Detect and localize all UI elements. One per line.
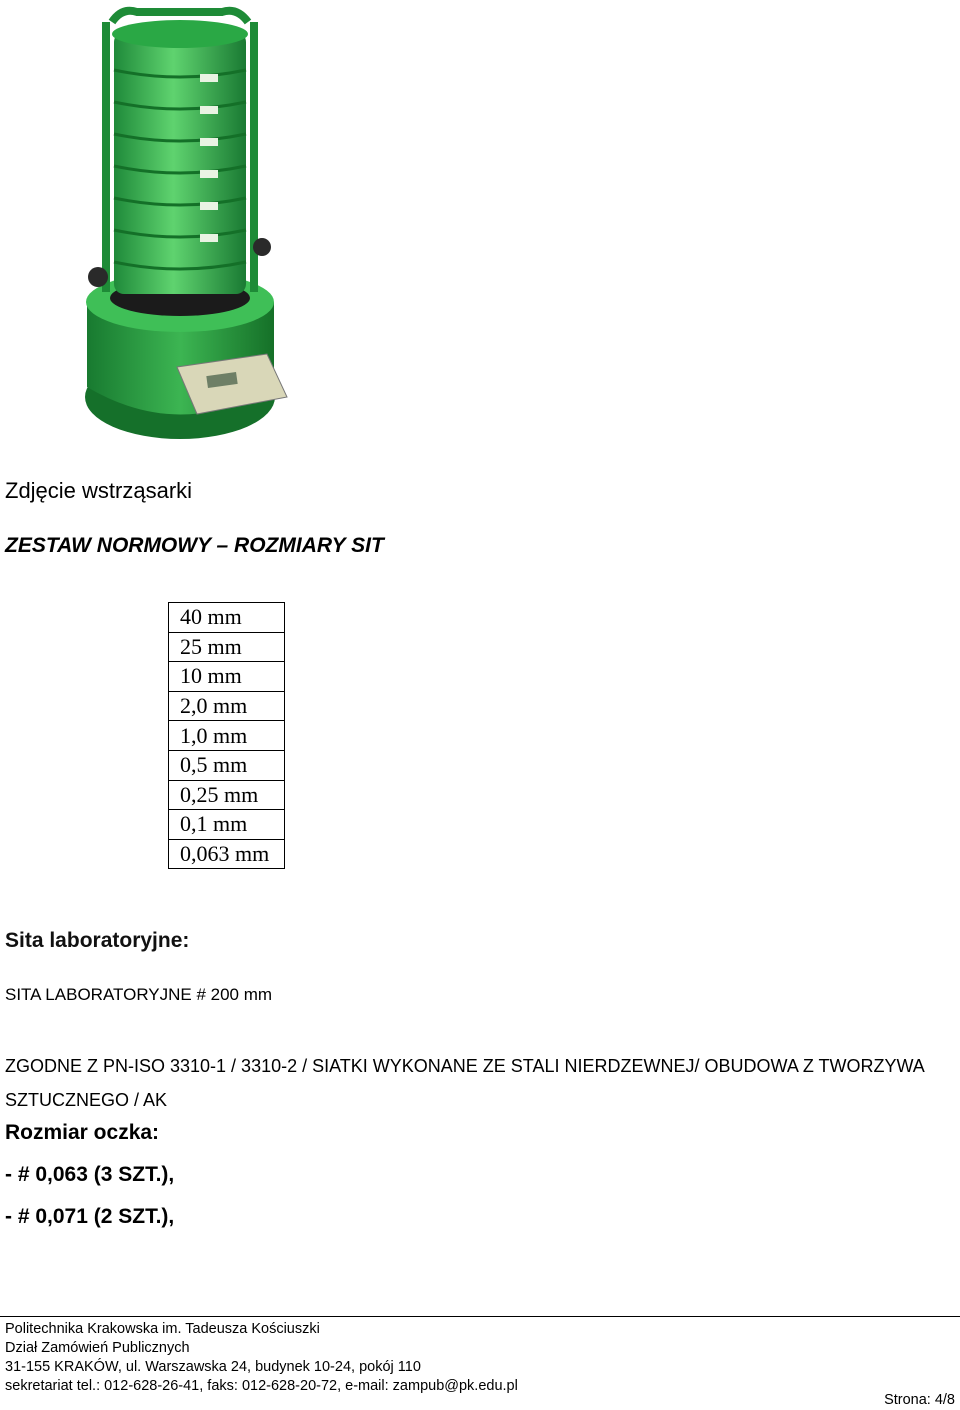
footer-line-address: 31-155 KRAKÓW, ul. Warszawska 24, budynek 10-24, pokój 110 [5,1359,421,1375]
table-cell: 2,0 mm [169,691,285,721]
table-cell: 0,1 mm [169,810,285,840]
table-row [169,750,285,780]
table-cell: 0,5 mm [169,750,285,780]
footer-line-university: Politechnika Krakowska im. Tadeusza Kościuszki [5,1321,320,1337]
table-row [169,691,285,721]
sieve-shaker-photo [62,2,302,447]
list-item: - # 0,063 (3 SZT.), [5,1163,175,1186]
table-row [169,721,285,751]
table-cell: 10 mm [169,662,285,692]
table-cell: 1,0 mm [169,721,285,751]
footer-line-contact: sekretariat tel.: 012-628-26-41, faks: 012-628-20-72, e-mail: zampub@pk.edu.pl [5,1378,518,1394]
table-cell: 40 mm [169,603,285,633]
page-number: Strona: 4/8 [884,1392,955,1408]
table-row [169,839,285,869]
sieve-size-table [168,602,285,869]
sita-title: Sita laboratoryjne: [5,929,190,952]
section-heading: ZESTAW NORMOWY – ROZMIARY SIT [5,534,384,557]
footer-line-department: Dział Zamówień Publicznych [5,1340,190,1356]
norm-description: ZGODNE Z PN-ISO 3310-1 / 3310-2 / SIATKI WYKONANE ZE STALI NIERDZEWNEJ/ OBUDOWA Z TWORZYWA SZTUCZNEGO / AK [5,1056,924,1110]
footer-divider [0,1316,960,1317]
table-cell: 0,063 mm [169,839,285,869]
table-row [169,780,285,810]
table-row [169,632,285,662]
photo-caption: Zdjęcie wstrząsarki [5,478,193,503]
mesh-size-title: Rozmiar oczka: [5,1121,160,1144]
page-footer [5,1320,518,1396]
table-row [169,603,285,633]
table-row [169,662,285,692]
table-cell: 0,25 mm [169,780,285,810]
mesh-size-list [5,1160,174,1244]
sita-subtitle: SITA LABORATORYJNE # 200 mm [5,985,273,1004]
table-row [169,810,285,840]
table-cell: 25 mm [169,632,285,662]
list-item: - # 0,071 (2 SZT.), [5,1205,175,1228]
